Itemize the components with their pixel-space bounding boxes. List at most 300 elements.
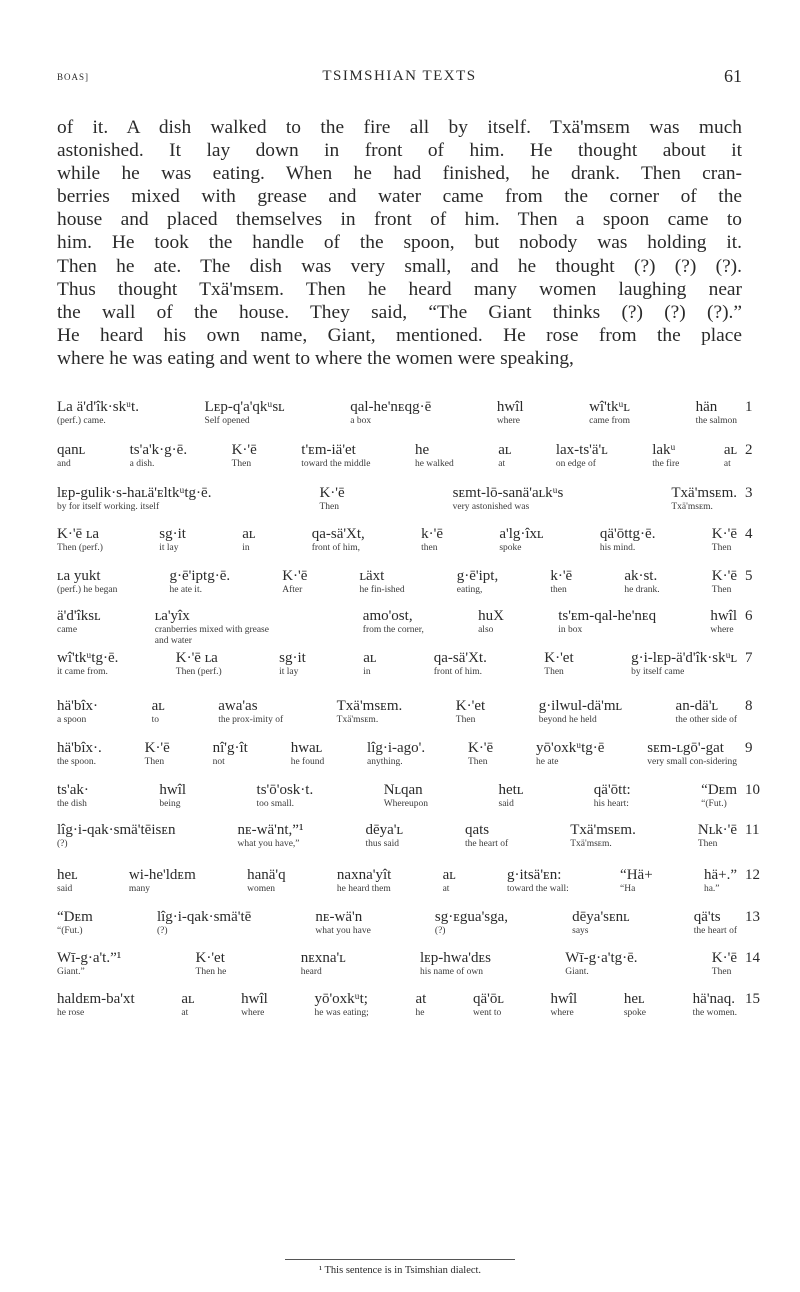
english-gloss: Then bbox=[711, 967, 732, 977]
native-word: sᴇmt-lō-sanä'aʟkᵘs bbox=[452, 485, 564, 501]
native-word: qats bbox=[464, 822, 490, 838]
prose-line: Then he ate. The dish was very small, and he thought (?) (?) (?). bbox=[57, 255, 742, 277]
native-word: g·ilwul-dä'mʟ bbox=[538, 698, 622, 714]
gloss-word bbox=[157, 909, 287, 937]
native-word: dēya'sᴇnʟ bbox=[572, 909, 630, 925]
gloss-word bbox=[152, 698, 224, 726]
english-gloss: “(Fut.) bbox=[57, 926, 83, 936]
native-word: g·ē'iptg·ē. bbox=[169, 568, 231, 584]
gloss-word bbox=[453, 485, 583, 513]
native-word: hwîl bbox=[159, 782, 187, 798]
english-gloss: heard bbox=[300, 967, 322, 977]
gloss-word bbox=[631, 650, 761, 678]
gloss-word bbox=[218, 698, 315, 726]
line-number: 8 bbox=[745, 698, 753, 714]
native-word: k·'ē bbox=[550, 568, 573, 584]
native-word: Txä'msᴇm. bbox=[570, 822, 636, 838]
native-word: ʟа'yîx bbox=[154, 608, 190, 624]
gloss-word bbox=[241, 991, 309, 1019]
gloss-word bbox=[181, 991, 249, 1019]
english-gloss: it came from. bbox=[57, 667, 108, 677]
gloss-word bbox=[420, 950, 536, 978]
native-word: qä'ts bbox=[693, 909, 721, 925]
footnote-rule bbox=[285, 1259, 515, 1260]
native-word: nᴇ-wä'nt,”¹ bbox=[237, 822, 304, 838]
english-gloss: the heart of bbox=[693, 926, 737, 936]
english-gloss: went to bbox=[473, 1008, 502, 1018]
english-gloss: (perf.) he began bbox=[57, 585, 118, 595]
native-word: Lа ä'd'îk·skᵘt. bbox=[57, 399, 139, 415]
english-gloss: where bbox=[550, 1008, 574, 1018]
native-word: g·i-lᴇp-ä'd'îk·skᵘʟ bbox=[631, 650, 737, 666]
line-number: 10 bbox=[745, 782, 760, 798]
gloss-word bbox=[282, 568, 353, 596]
english-gloss: (perf.) came. bbox=[57, 416, 106, 426]
gloss-word bbox=[242, 526, 316, 554]
native-word: at bbox=[415, 991, 427, 1007]
english-gloss: Then (perf.) bbox=[57, 543, 103, 553]
native-word: Nʟk·'ē bbox=[697, 822, 737, 838]
native-word: “Dᴇm bbox=[57, 909, 93, 925]
english-gloss: the spoon. bbox=[57, 757, 97, 767]
gloss-word bbox=[57, 867, 128, 895]
gloss-word bbox=[570, 822, 673, 850]
gloss-word bbox=[457, 568, 530, 596]
line-number: 6 bbox=[745, 608, 753, 624]
gloss-word bbox=[57, 782, 139, 810]
english-gloss: Txä'msᴇm. bbox=[336, 715, 379, 725]
english-gloss: the other side of bbox=[675, 715, 737, 725]
english-gloss: thus said bbox=[365, 839, 399, 849]
gloss-word bbox=[312, 526, 399, 554]
native-word: a'lg·îxʟ bbox=[499, 526, 544, 542]
gloss-word bbox=[57, 698, 130, 726]
gloss-word bbox=[314, 991, 396, 1019]
footnote: ¹ This sentence is in Tsimshian dialect. bbox=[318, 1265, 482, 1276]
native-word: qä'ōtt: bbox=[593, 782, 631, 798]
page-number: 61 bbox=[724, 66, 742, 86]
english-gloss: the women. bbox=[692, 1008, 737, 1018]
english-gloss: by for itself working. itself bbox=[57, 502, 160, 512]
prose-line: astonished. It lay down in front of him. He thought about it bbox=[57, 140, 742, 162]
native-word: lᴇp-hwa'dᴇs bbox=[419, 950, 491, 966]
english-gloss: it lay bbox=[279, 667, 299, 677]
gloss-word bbox=[696, 399, 777, 427]
gloss-word bbox=[556, 442, 635, 470]
gloss-word bbox=[129, 867, 227, 895]
prose-line: Thus thought Txä'msᴇm. Then he heard many women laughing near bbox=[57, 278, 742, 300]
gloss-word bbox=[536, 740, 630, 768]
native-word: huX bbox=[478, 608, 504, 624]
gloss-word bbox=[624, 991, 692, 1019]
english-gloss: Then bbox=[144, 757, 165, 767]
english-gloss: he was eating; bbox=[314, 1008, 369, 1018]
english-gloss: eating, bbox=[456, 585, 483, 595]
native-word: sg·ᴇgua'sga, bbox=[434, 909, 509, 925]
gloss-word bbox=[159, 526, 233, 554]
native-word: nî'g·ît bbox=[212, 740, 248, 756]
english-gloss: toward the middle bbox=[301, 459, 371, 469]
english-gloss: Then bbox=[711, 543, 732, 553]
english-gloss: very small con-sidering bbox=[647, 757, 737, 767]
english-gloss: at bbox=[498, 459, 506, 469]
english-gloss: spoke bbox=[499, 543, 522, 553]
gloss-word bbox=[497, 399, 576, 427]
native-word: hwîl bbox=[710, 608, 737, 624]
english-gloss: in bbox=[363, 667, 371, 677]
gloss-word bbox=[57, 442, 124, 470]
gloss-word bbox=[57, 991, 163, 1019]
gloss-word bbox=[232, 442, 299, 470]
native-word: K·'ē ʟа bbox=[57, 526, 100, 542]
english-gloss: spoke bbox=[623, 1008, 646, 1018]
gloss-word bbox=[57, 608, 133, 636]
english-gloss: ha.” bbox=[703, 884, 720, 894]
native-word: K·'ē bbox=[282, 568, 308, 584]
english-gloss: Txä'msᴇm. bbox=[570, 839, 612, 849]
line-number: 7 bbox=[745, 650, 753, 666]
english-gloss: on edge of bbox=[555, 459, 596, 469]
english-gloss: where bbox=[710, 625, 734, 635]
gloss-word bbox=[57, 399, 178, 427]
native-word: haldᴇm-ba'xt bbox=[57, 991, 135, 1007]
english-gloss: front of him. bbox=[433, 667, 483, 677]
gloss-word bbox=[57, 909, 135, 937]
native-word: qa-sä'Xt. bbox=[433, 650, 487, 666]
gloss-word bbox=[443, 867, 514, 895]
gloss-word bbox=[130, 442, 214, 470]
native-word: hetʟ bbox=[498, 782, 524, 798]
gloss-word bbox=[676, 698, 770, 726]
english-gloss: anything. bbox=[367, 757, 403, 767]
english-gloss: at bbox=[723, 459, 731, 469]
running-title: TSIMSHIAN TEXTS bbox=[322, 68, 477, 84]
native-word: ts'ak· bbox=[57, 782, 89, 798]
native-word: sg·it bbox=[159, 526, 186, 542]
gloss-word bbox=[701, 782, 783, 810]
english-gloss: Then bbox=[711, 585, 732, 595]
gloss-word bbox=[507, 867, 600, 895]
running-header bbox=[57, 66, 742, 90]
english-gloss: he found bbox=[290, 757, 325, 767]
gloss-word bbox=[415, 442, 482, 470]
gloss-word bbox=[704, 867, 775, 895]
gloss-word bbox=[213, 740, 279, 768]
native-word: Wī-g·a'tg·ē. bbox=[565, 950, 638, 966]
native-word: awa'as bbox=[218, 698, 258, 714]
gloss-word bbox=[57, 950, 166, 978]
english-gloss: Then bbox=[697, 839, 718, 849]
native-word: ä'd'îksʟ bbox=[57, 608, 101, 624]
native-word: aʟ bbox=[498, 442, 512, 458]
native-word: wî'tkᵘtg·ē. bbox=[57, 650, 119, 666]
line-number: 14 bbox=[745, 950, 760, 966]
gloss-word bbox=[550, 991, 618, 1019]
native-word: ʟäxt bbox=[359, 568, 385, 584]
native-word: Txä'msᴇm. bbox=[336, 698, 403, 714]
english-gloss: (?) bbox=[434, 926, 446, 936]
gloss-word bbox=[694, 909, 776, 937]
line-number: 13 bbox=[745, 909, 760, 925]
line-number: 15 bbox=[745, 991, 760, 1007]
native-word: hwîl bbox=[550, 991, 578, 1007]
english-gloss: (?) bbox=[156, 926, 168, 936]
native-word: Txä'msᴇm. bbox=[671, 485, 737, 501]
prose-line: where he was eating and went to where the women were speaking, bbox=[57, 347, 574, 369]
translation-paragraph bbox=[57, 116, 742, 370]
gloss-word bbox=[384, 782, 471, 810]
native-word: hä'bîx· bbox=[57, 698, 99, 714]
native-word: an-dä'ʟ bbox=[675, 698, 718, 714]
native-word: heʟ bbox=[57, 867, 78, 883]
gloss-word bbox=[145, 740, 211, 768]
english-gloss: came bbox=[57, 625, 78, 635]
gloss-word bbox=[473, 991, 541, 1019]
native-word: hä+.” bbox=[703, 867, 737, 883]
english-gloss: Then bbox=[544, 667, 564, 677]
gloss-word bbox=[257, 782, 356, 810]
gloss-word bbox=[671, 485, 800, 513]
gloss-word bbox=[724, 442, 791, 470]
native-word: hwîl bbox=[496, 399, 524, 415]
gloss-word bbox=[589, 399, 669, 427]
native-word: he bbox=[414, 442, 430, 458]
native-word: aʟ bbox=[442, 867, 456, 883]
gloss-word bbox=[434, 650, 522, 678]
gloss-word bbox=[170, 568, 262, 596]
native-word: K·'ē bbox=[711, 526, 737, 542]
english-gloss: then bbox=[421, 543, 438, 553]
english-gloss: where bbox=[241, 1008, 265, 1018]
native-word: amo'ost, bbox=[362, 608, 413, 624]
gloss-word bbox=[279, 650, 353, 678]
native-word: ts'ᴇm-qal-he'nᴇq bbox=[558, 608, 657, 624]
english-gloss: “Ha bbox=[620, 884, 636, 894]
gloss-word bbox=[337, 867, 422, 895]
native-word: wi-he'ldᴇm bbox=[128, 867, 196, 883]
gloss-word bbox=[550, 568, 621, 596]
native-word: lax-ts'ä'ʟ bbox=[555, 442, 608, 458]
english-gloss: he drank. bbox=[624, 585, 660, 595]
native-word: wî'tkᵘʟ bbox=[589, 399, 630, 415]
native-word: sg·it bbox=[279, 650, 306, 666]
gloss-word bbox=[337, 698, 435, 726]
english-gloss: at bbox=[181, 1008, 189, 1018]
english-gloss: toward the wall: bbox=[507, 884, 569, 894]
english-gloss: Then bbox=[467, 757, 488, 767]
english-gloss: cranberries mixed with grease and water bbox=[154, 625, 269, 646]
english-gloss: women bbox=[247, 884, 276, 894]
native-word: yō'oxkᵘt; bbox=[314, 991, 368, 1007]
native-word: ak·st. bbox=[624, 568, 658, 584]
native-word: naxna'yît bbox=[336, 867, 392, 883]
gloss-word bbox=[565, 950, 682, 978]
native-word: qä'ōʟ bbox=[473, 991, 504, 1007]
gloss-word bbox=[315, 909, 409, 937]
gloss-word bbox=[544, 650, 618, 678]
gloss-word bbox=[155, 608, 285, 646]
gloss-word bbox=[350, 399, 470, 427]
english-gloss: then bbox=[550, 585, 567, 595]
native-word: hä'bîx·. bbox=[57, 740, 102, 756]
native-word: heʟ bbox=[623, 991, 645, 1007]
prose-line: He heard his own name, Giant, mentioned. He rose from the place bbox=[57, 324, 742, 346]
gloss-word bbox=[624, 568, 695, 596]
native-word: aʟ bbox=[363, 650, 377, 666]
english-gloss: (?) bbox=[57, 839, 68, 849]
english-gloss: his name of own bbox=[419, 967, 484, 977]
gloss-word bbox=[360, 568, 436, 596]
english-gloss: said bbox=[498, 799, 514, 809]
line-number: 12 bbox=[745, 867, 760, 883]
english-gloss: After bbox=[282, 585, 303, 595]
native-word: Wī-g·a't.”¹ bbox=[57, 950, 122, 966]
english-gloss: Giant. bbox=[565, 967, 589, 977]
gloss-word bbox=[205, 399, 324, 427]
gloss-word bbox=[698, 822, 775, 850]
english-gloss: where bbox=[496, 416, 521, 426]
english-gloss: very astonished was bbox=[452, 502, 530, 512]
english-gloss: the prox-imity of bbox=[218, 715, 284, 725]
native-word: hän bbox=[695, 399, 718, 415]
english-gloss: what you have bbox=[315, 926, 371, 936]
english-gloss: the dish bbox=[57, 799, 87, 809]
prose-line: him. He took the handle of the spoon, but nobody was holding it. bbox=[57, 232, 742, 254]
english-gloss: a spoon bbox=[57, 715, 87, 725]
native-word: qa-sä'Xt, bbox=[311, 526, 365, 542]
native-word: Lᴇp-q'a'qkᵘsʟ bbox=[204, 399, 285, 415]
english-gloss: he ate it. bbox=[169, 585, 202, 595]
native-word: aʟ bbox=[181, 991, 195, 1007]
english-gloss: many bbox=[128, 884, 151, 894]
gloss-word bbox=[594, 782, 676, 810]
english-gloss: too small. bbox=[256, 799, 295, 809]
native-word: g·ē'ipt, bbox=[456, 568, 499, 584]
english-gloss: Self opened bbox=[204, 416, 250, 426]
english-gloss: he ate bbox=[536, 757, 559, 767]
gloss-word bbox=[620, 867, 691, 895]
native-word: hanä'q bbox=[247, 867, 286, 883]
native-word: dēya'ʟ bbox=[365, 822, 403, 838]
native-word: ts'a'k·g·ē. bbox=[129, 442, 188, 458]
gloss-word bbox=[572, 909, 668, 937]
native-word: lᴇp-gulik·s-haʟä'ᴇltkᵘtg·ē. bbox=[57, 485, 212, 501]
english-gloss: he bbox=[415, 1008, 425, 1018]
native-word: K·'ē bbox=[319, 485, 345, 501]
gloss-word bbox=[301, 950, 391, 978]
english-gloss: he rose bbox=[57, 1008, 85, 1018]
gloss-word bbox=[291, 740, 357, 768]
gloss-word bbox=[57, 650, 153, 678]
english-gloss: the salmon bbox=[695, 416, 737, 426]
running-head-left: BOAS] bbox=[57, 72, 90, 82]
native-word: K·'ē bbox=[467, 740, 494, 756]
english-gloss: Giant.” bbox=[57, 967, 85, 977]
native-word: K·'et bbox=[455, 698, 486, 714]
english-gloss: by itself came bbox=[631, 667, 685, 677]
native-word: g·itsä'ᴇn: bbox=[507, 867, 562, 883]
english-gloss: said bbox=[57, 884, 73, 894]
gloss-word bbox=[363, 650, 437, 678]
line-number: 2 bbox=[745, 442, 753, 458]
gloss-word bbox=[499, 782, 581, 810]
native-word: yō'oxkᵘtg·ē bbox=[536, 740, 605, 756]
english-gloss: came from bbox=[589, 416, 630, 426]
native-word: hä'naq. bbox=[692, 991, 735, 1007]
english-gloss: and bbox=[57, 459, 71, 469]
gloss-word bbox=[57, 568, 149, 596]
line-number: 1 bbox=[745, 399, 753, 415]
native-word: hwîl bbox=[241, 991, 268, 1007]
native-word: K·'et bbox=[544, 650, 574, 666]
native-word: k·'ē bbox=[421, 526, 444, 542]
gloss-word bbox=[468, 740, 534, 768]
english-gloss: Then bbox=[319, 502, 339, 512]
english-gloss: says bbox=[572, 926, 589, 936]
gloss-word bbox=[465, 822, 545, 850]
native-word: lakᵘ bbox=[652, 442, 676, 458]
native-word: aʟ bbox=[242, 526, 256, 542]
native-word: lîg·i-ago'. bbox=[367, 740, 426, 756]
native-word: nᴇ-wä'n bbox=[315, 909, 363, 925]
native-word: hwaʟ bbox=[290, 740, 323, 756]
gloss-word bbox=[365, 822, 442, 850]
native-word: Nʟqan bbox=[383, 782, 423, 798]
native-word: K·'ē bbox=[231, 442, 257, 458]
native-word: ʟа yukt bbox=[57, 568, 101, 584]
english-gloss: also bbox=[478, 625, 494, 635]
line-number: 11 bbox=[745, 822, 760, 838]
native-word: qä'ōttg·ē. bbox=[599, 526, 656, 542]
english-gloss: his mind. bbox=[599, 543, 636, 553]
prose-line: the wall of the house. They said, “The Giant thinks (?) (?) (?).” bbox=[57, 301, 742, 323]
gloss-word bbox=[456, 698, 528, 726]
prose-line: house and placed themselves in front of him. Then a spoon came to bbox=[57, 209, 742, 231]
english-gloss: not bbox=[212, 757, 225, 767]
line-number: 9 bbox=[745, 740, 753, 756]
gloss-word bbox=[57, 822, 187, 850]
english-gloss: in bbox=[242, 543, 250, 553]
native-word: K·'ē bbox=[711, 568, 737, 584]
gloss-word bbox=[301, 442, 397, 470]
gloss-word bbox=[478, 608, 551, 636]
prose-line: berries mixed with grease and water came from the corner of the bbox=[57, 186, 742, 208]
english-gloss: the fire bbox=[652, 459, 680, 469]
gloss-word bbox=[367, 740, 451, 768]
gloss-word bbox=[319, 485, 424, 513]
english-gloss: what you have,” bbox=[237, 839, 300, 849]
native-word: nᴇxna'ʟ bbox=[300, 950, 346, 966]
english-gloss: a box bbox=[350, 416, 372, 426]
native-word: sᴇm-ʟgō'-gat bbox=[647, 740, 724, 756]
native-word: qanʟ bbox=[57, 442, 86, 458]
gloss-word bbox=[652, 442, 719, 470]
gloss-word bbox=[57, 485, 211, 513]
line-number: 5 bbox=[745, 568, 753, 584]
english-gloss: the heart of bbox=[464, 839, 509, 849]
english-gloss: beyond he held bbox=[538, 715, 597, 725]
native-word: K·'ē bbox=[711, 950, 737, 966]
gloss-word bbox=[176, 650, 256, 678]
english-gloss: being bbox=[159, 799, 181, 809]
english-gloss: from the corner, bbox=[362, 625, 424, 635]
gloss-word bbox=[558, 608, 688, 636]
gloss-word bbox=[499, 526, 577, 554]
gloss-word bbox=[196, 950, 281, 978]
gloss-word bbox=[238, 822, 341, 850]
gloss-word bbox=[435, 909, 547, 937]
english-gloss: Then (perf.) bbox=[175, 667, 222, 677]
